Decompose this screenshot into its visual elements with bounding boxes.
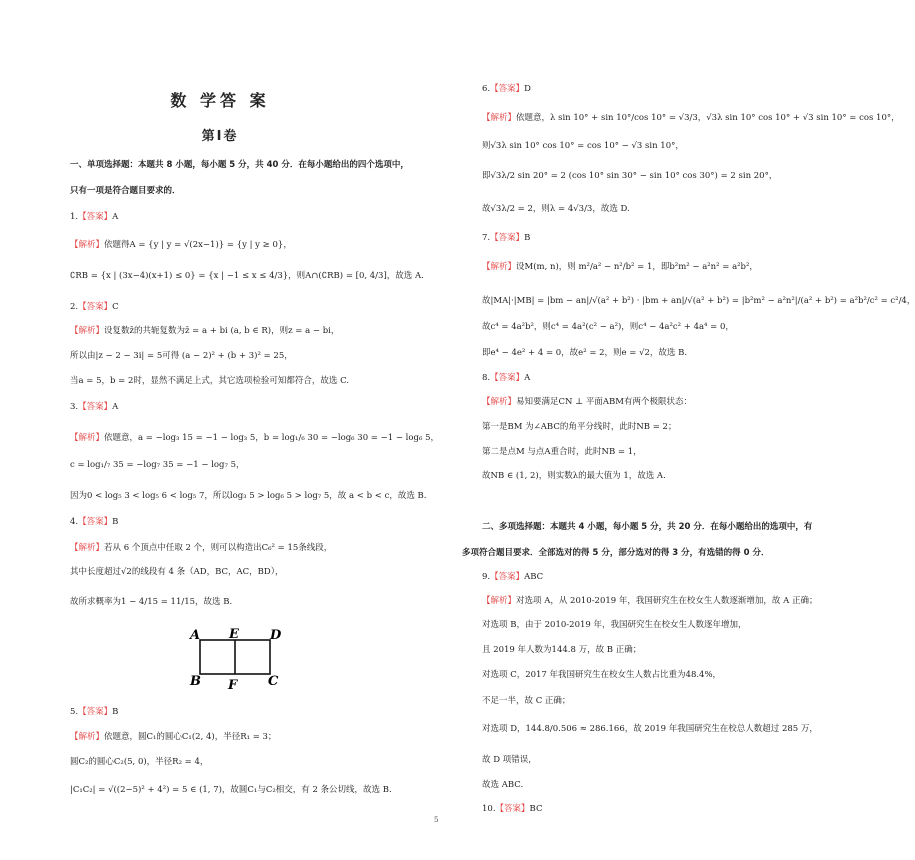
q7-solution-line2: 故|MA|·|MB| = |bm − an|/√(a² + b²) · |bm + an|/√(a² + b²) = |b²m² − a²n²|/(a² + b²) = a²b²/c² = c²/4，	[482, 296, 915, 306]
q8-solution-line4: 故NB ∈ (1, 2)，则实数λ的最大值为 1，故选 A.	[482, 471, 666, 481]
analysis-marker: 【解析】	[70, 240, 105, 250]
section2-intro-line1: 二、多项选择题：本题共 4 小题，每小题 5 分，共 20 分．在每小题给出的选项中，有	[482, 522, 813, 532]
q4-solution-line1: 【解析】若从 6 个顶点中任取 2 个，则可以构造出C₆² = 15条线段，	[70, 543, 333, 553]
analysis-marker: 【解析】	[482, 397, 517, 407]
label-a: A	[190, 628, 201, 643]
q3-solution-line1: 【解析】依题意，a = −log₃ 15 = −1 − log₃ 5，b = log₁/₆ 30 = −log₆ 30 = −1 − log₆ 5，	[70, 433, 439, 443]
q4-solution-line3: 故所求概率为1 − 4/15 = 11/15，故选 B.	[70, 597, 233, 607]
q2-answer: 2.【答案】C	[70, 302, 119, 312]
q9-solution-line1: 【解析】对选项 A，从 2010-2019 年，我国研究生在校女生人数逐渐增加，故 A 正确；	[482, 596, 818, 606]
label-c: C	[268, 674, 279, 689]
answer-marker: 【答案】	[78, 707, 113, 717]
q5-solution-line2: 圆C₂的圆心C₂(5, 0)，半径R₂ = 4，	[70, 757, 209, 767]
section2-intro-line2: 多项符合题目要求．全部选对的得 5 分，部分选对的得 3 分，有选错的得 0 分．	[462, 548, 770, 558]
q5-solution-line3: |C₁C₂| = √((2−5)² + 4²) = 5 ∈ (1, 7)，故圆C₁与C₂相交，有 2 条公切线，故选 B.	[70, 785, 392, 795]
q9-solution-line4: 对选项 C，2017 年我国研究生在校女生人数占比重为48.4%，	[482, 670, 722, 680]
answer-marker: 【答案】	[490, 233, 525, 243]
volume-heading: 第Ⅰ卷	[201, 129, 239, 144]
answer-marker: 【答案】	[78, 302, 113, 312]
analysis-marker: 【解析】	[482, 262, 517, 272]
q5-solution-line1: 【解析】依题意，圆C₁的圆心C₁(2, 4)，半径R₁ = 3；	[70, 732, 277, 742]
q8-solution-line2: 第一是BM 为∠ABC的角平分线时，此时NB = 2；	[482, 422, 677, 432]
q6-solution-line2: 则√3λ sin 10° cos 10° = cos 10° − √3 sin 10°，	[482, 141, 684, 151]
q7-answer: 7.【答案】B	[482, 233, 531, 243]
q8-solution-line3: 第二是点M 与点A重合时，此时NB = 1，	[482, 447, 642, 457]
answer-marker: 【答案】	[490, 373, 525, 383]
q7-solution-line3: 故c⁴ = 4a²b²，则c⁴ = 4a²(c² − a²)，则c⁴ − 4a²c² + 4a⁴ = 0，	[482, 322, 734, 332]
q7-solution-line1: 【解析】设M(m, n)，则 m²/a² − n²/b² = 1，即b²m² − a²n² = a²b²，	[482, 262, 758, 272]
q10-answer: 10.【答案】BC	[482, 804, 543, 814]
answer-marker: 【答案】	[78, 517, 113, 527]
answer-marker: 【答案】	[78, 212, 113, 222]
q3-solution-line2: c = log₁/₇ 35 = −log₇ 35 = −1 − log₇ 5，	[70, 460, 245, 470]
q9-solution-line2: 对选项 B，由于 2010-2019 年，我国研究生在校女生人数逐年增加，	[482, 620, 747, 630]
q1-answer: 1.【答案】A	[70, 212, 119, 222]
q9-solution-line7: 故 D 项错误，	[482, 755, 537, 765]
q2-solution-line1: 【解析】设复数z̄的共轭复数为z̄ = a + bi (a, b ∈ R)，则z = a − bi，	[70, 326, 340, 336]
q5-answer: 5.【答案】B	[70, 707, 119, 717]
q6-solution-line1: 【解析】依题意，λ sin 10° + sin 10°/cos 10° = √3/3，√3λ sin 10° cos 10° + √3 sin 10° = cos 10°，	[482, 113, 900, 123]
q4-solution-line2: 其中长度超过√2的线段有 4 条（AD，BC，AC，BD），	[70, 567, 284, 577]
analysis-marker: 【解析】	[70, 326, 105, 336]
q1-solution-line2: ∁RB = {x | (3x−4)(x+1) ≤ 0} = {x | −1 ≤ x ≤ 4/3}，则A∩(∁RB) = [0, 4/3]，故选 A.	[70, 271, 424, 281]
analysis-marker: 【解析】	[70, 732, 105, 742]
q3-solution-line3: 因为0 < log₅ 3 < log₅ 6 < log₅ 7，所以log₃ 5 > log₆ 5 > log₇ 5，故 a < b < c，故选 B.	[70, 491, 427, 501]
answer-marker: 【答案】	[490, 572, 525, 582]
q2-solution-line2: 所以由|z − 2 − 3i| = 5可得 (a − 2)² + (b + 3)² = 25，	[70, 351, 293, 361]
q9-solution-line8: 故选 ABC.	[482, 780, 524, 790]
q9-solution-line6: 对选项 D，144.8/0.506 ≈ 286.166，故 2019 年我国研究生在校总人数超过 285 万，	[482, 724, 818, 734]
q9-solution-line5: 不足一半，故 C 正确；	[482, 696, 571, 706]
label-f: F	[228, 678, 238, 693]
analysis-marker: 【解析】	[70, 543, 105, 553]
q8-solution-line1: 【解析】易知要满足CN ⊥ 平面ABM有两个极限状态：	[482, 397, 692, 407]
q9-answer: 9.【答案】ABC	[482, 572, 544, 582]
q6-solution-line4: 故√3λ/2 = 2，则λ = 4√3/3，故选 D.	[482, 204, 630, 214]
answer-marker: 【答案】	[495, 804, 530, 814]
q1-solution-line1: 【解析】依题得A = {y | y = √(2x−1)} = {y | y ≥ 0}，	[70, 240, 292, 250]
label-e: E	[229, 627, 239, 642]
q7-solution-line4: 即e⁴ − 4e² + 4 = 0，故e² = 2，则e = √2，故选 B.	[482, 348, 688, 358]
analysis-marker: 【解析】	[482, 596, 517, 606]
analysis-marker: 【解析】	[70, 433, 105, 443]
section1-intro-line1: 一、单项选择题：本题共 8 小题，每小题 5 分，共 40 分．在每小题给出的四个选项中，	[70, 160, 409, 170]
label-d: D	[270, 628, 282, 643]
analysis-marker: 【解析】	[482, 113, 517, 123]
page-number: 5	[434, 816, 439, 824]
answer-marker: 【答案】	[78, 402, 113, 412]
q9-solution-line3: 且 2019 年人数为144.8 万，故 B 正确；	[482, 645, 642, 655]
q6-solution-line3: 即√3λ/2 sin 20° = 2 (cos 10° sin 30° − sin 10° cos 30°) = 2 sin 20°，	[482, 171, 778, 181]
page-title: 数 学答 案	[170, 91, 270, 110]
q4-answer: 4.【答案】B	[70, 517, 119, 527]
label-b: B	[190, 674, 201, 689]
answer-marker: 【答案】	[490, 84, 525, 94]
q8-answer: 8.【答案】A	[482, 373, 531, 383]
rectangle-figure	[186, 625, 286, 693]
q6-answer: 6.【答案】D	[482, 84, 531, 94]
q3-answer: 3.【答案】A	[70, 402, 119, 412]
section1-intro-line2: 只有一项是符合题目要求的．	[70, 186, 181, 196]
q2-solution-line3: 当a = 5，b = 2时，显然不满足上式，其它选项检验可知都符合，故选 C.	[70, 376, 349, 386]
